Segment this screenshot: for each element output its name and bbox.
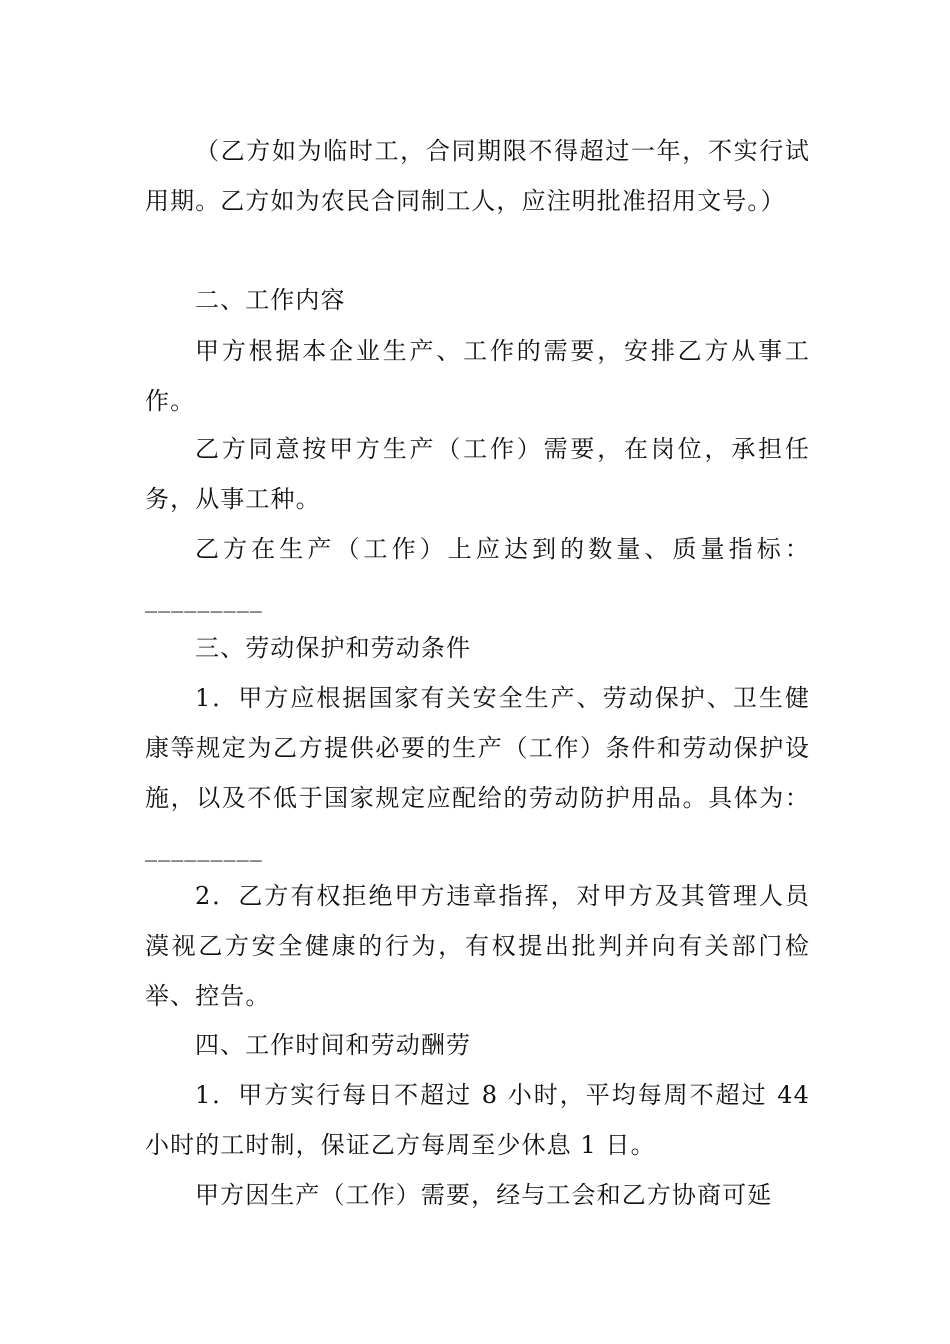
paragraph-protection-item-2: 2．乙方有权拒绝甲方违章指挥，对甲方及其管理人员漠视乙方安全健康的行为，有权提出批判并向有关部门检举、控告。 [145,882,810,1010]
section-heading-labor-protection: 三、劳动保护和劳动条件 [195,634,472,662]
paragraph-hours-item-1: 1．甲方实行每日不超过 8 小时，平均每周不超过 44 小时的工时制，保证乙方每周至少休息 1 日。 [145,1081,819,1159]
section-heading-working-hours: 四、工作时间和劳动酬劳 [195,1031,472,1059]
paragraph-work-arrangement: 甲方根据本企业生产、工作的需要，安排乙方从事工作。 [145,337,810,415]
paragraph-protection-item-1: 1．甲方应根据国家有关安全生产、劳动保护、卫生健康等规定为乙方提供必要的生产（工作）条件和劳动保护设施，以及不低于国家规定应配给的劳动防护用品。具体为：_________ [145,684,810,862]
paragraph-quality-indicators: 乙方在生产（工作）上应达到的数量、质量指标：_________ [145,535,810,613]
paragraph-temporary-worker-note: （乙方如为临时工，合同期限不得超过一年，不实行试用期。乙方如为农民合同制工人，应注明批准招用文号。） [145,137,810,215]
section-heading-work-content: 二、工作内容 [195,286,346,314]
paragraph-overtime: 甲方因生产（工作）需要，经与工会和乙方协商可延 [195,1181,773,1209]
paragraph-position-agreement: 乙方同意按甲方生产（工作）需要，在岗位，承担任务，从事工种。 [145,435,810,513]
